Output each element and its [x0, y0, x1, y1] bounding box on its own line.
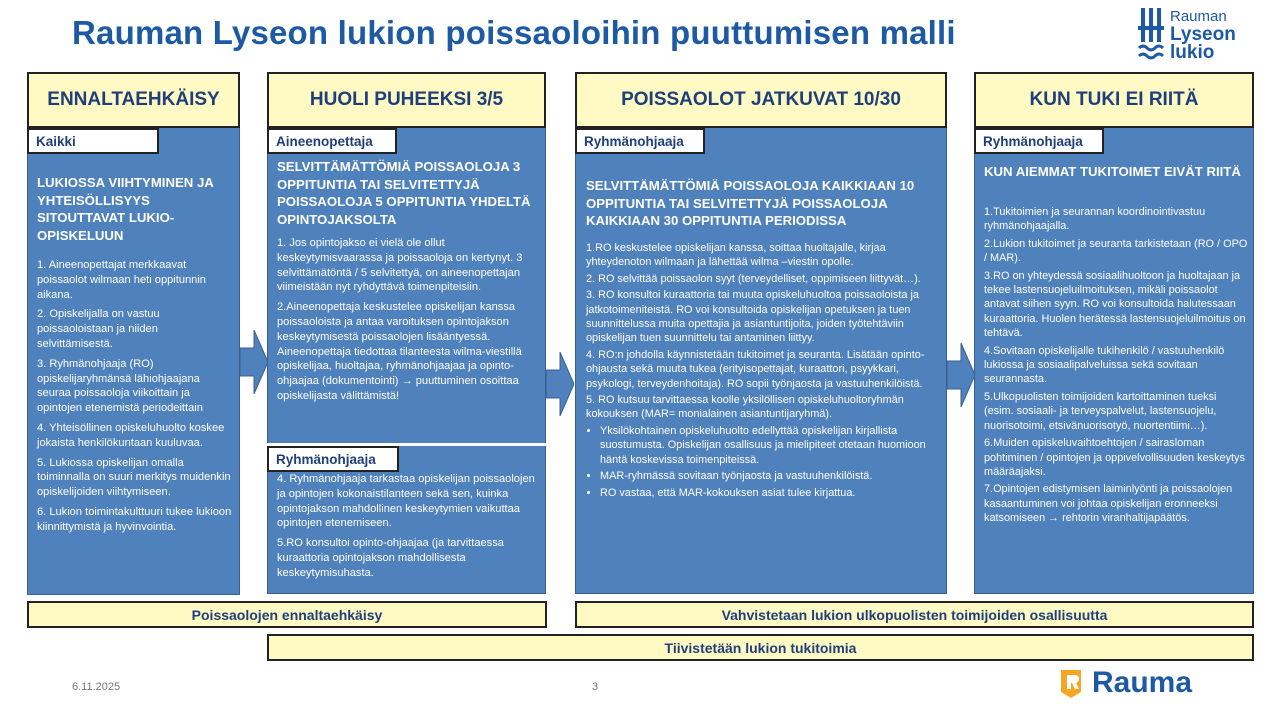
- external-actors-bar: Vahvistetaan lukion ulkopuolisten toimijoiden osallisuutta: [575, 601, 1254, 628]
- column-1-header: ENNALTAEHKÄISY: [27, 72, 240, 128]
- list-item: 1. Jos opintojakso ei vielä ole ollut keskeytymisvaarassa ja poissaoloja on kertynyt. 3 selvittämätöntä / 5 selvitettyä, on aineenopettajan viimeistään nyt ryhdyttävä toimenpiteisiin.: [277, 237, 523, 294]
- lyseo-logo: [1138, 6, 1254, 64]
- intensify-support-bar: Tiivistetään lukion tukitoimia: [267, 634, 1254, 661]
- list-item: 4. RO:n johdolla käynnistetään tukitoimet ja seuranta. Lisätään opinto-ohjausta sekä muuta tukea (erityisopettajat, kuraattori, psyykkari, psykologi, terveydenhoitaja). RO sopii työnjaosta ja vastuuhenkilöistä.: [586, 348, 925, 390]
- column-4-list: [984, 205, 1248, 531]
- column-3-header: POISSAOLOT JATKUVAT 10/30: [575, 72, 947, 128]
- logo-line-2: Lyseon: [1170, 24, 1236, 45]
- column-4-role: Ryhmänohjaaja: [974, 128, 1104, 154]
- list-item: 6.Muiden opiskeluvaihtoehtojen / sairasloman pohtiminen / opintojen ja oppivelvollisuuden keskeytys määräajaksi.: [984, 437, 1245, 478]
- list-item: 2.Lukion tukitoimet ja seuranta tarkistetaan (RO / OPO / MAR).: [984, 237, 1248, 265]
- arrow-right-icon: [947, 343, 975, 407]
- list-item: 4. Ryhmänohjaaja tarkastaa opiskelijan poissaolojen ja opintojen kokonaistilanteen sekä sen, kuinka opintojakson mahdollinen keskeytymien vaikuttaa opintojen etenemiseen.: [277, 473, 535, 530]
- column-3-bullets: [586, 424, 940, 500]
- bullet-item: • MAR-ryhmässä sovitaan työnjaosta ja vastuuhenkilöistä.: [600, 469, 940, 483]
- column-3-role: Ryhmänohjaaja: [575, 128, 705, 154]
- column-2-list: [277, 236, 541, 409]
- logo-line-3: lukio: [1170, 42, 1215, 63]
- list-item: 3. RO konsultoi kuraattoria tai muuta opiskeluhuoltoa poissaoloista ja jatkotoimeniteistä. RO voi konsultoida opiskelijan opetuksen ja tuen suunnittelussa muita opettajia ja asiantuntijoita, joiden työtehtäviin opiskelijan tuen suunnittelu tai antaminen liittyy.: [586, 289, 919, 345]
- list-item: 5. Lukiossa opiskelijan omalla toiminnalla on suuri merkitys muidenkin opiskelijoiden viihtymiseen.: [37, 456, 231, 499]
- column-2-role: Aineenopettaja: [267, 128, 397, 154]
- lyseo-logo-text: [1170, 8, 1236, 62]
- bullet-item: • RO vastaa, että MAR-kokouksen asiat tulee kirjattua.: [600, 486, 940, 500]
- logo-line-1: Rauman: [1170, 8, 1227, 25]
- lyseo-emblem-icon: [1138, 8, 1164, 62]
- column-1-role: Kaikki: [27, 128, 159, 154]
- list-item: 3. Ryhmänohjaaja (RO) opiskelijaryhmänsä lähiohjaajana seuraa poissaoloja viikoittain ja opintojen etenemistä periodeittain: [37, 357, 203, 415]
- column-3-heading: SELVITTÄMÄTTÖMIÄ POISSAOLOJA KAIKKIAAN 10 OPPITUNTIA TAI SELVITETTYJÄ POISSAOLOJA KAIKKIAAN 30 OPPITUNTIA PERIODISSA: [586, 178, 915, 228]
- list-item: 1. Aineenopettajat merkkaavat poissaolot wilmaan heti oppitunnin aikana.: [37, 259, 206, 301]
- column-4-heading: KUN AIEMMAT TUKITOIMET EIVÄT RIITÄ: [984, 164, 1241, 179]
- list-item: 6. Lukion toimintakulttuuri tukee lukioon kiinnittymistä ja hyvinvointia.: [37, 505, 232, 533]
- list-item: 2. RO selvittää poissaolon syyt (terveydelliset, oppimiseen liittyvät…).: [586, 272, 921, 285]
- column-4-header: KUN TUKI EI RIITÄ: [974, 72, 1254, 128]
- arrow-right-icon: [546, 352, 574, 416]
- column-1-list: [37, 258, 235, 540]
- list-item: 5.Ulkopuolisten toimijoiden kartoittaminen tueksi (esim. sosiaali- ja terveyspalvelut, lastensuojelu, nuorisotoimi, etsivänuorisotyö, nuortentiimi…).: [984, 390, 1217, 432]
- rauma-logo: [1058, 664, 1192, 702]
- list-item: 3.RO on yhteydessä sosiaalihuoltoon ja huoltajaan ja tekee lastensuojeluilmoituksen, mikäli poissaolot antavat siihen syyn. RO voi konsultoida halutessaan kuraattoria. Huolen herätessä lastensuojeluilmoitus on tehtävä.: [984, 269, 1246, 340]
- column-2-role-2: Ryhmänohjaaja: [267, 446, 399, 472]
- list-item: 2. Opiskelijalla on vastuu poissaoloistaan ja niiden selvittämisestä.: [37, 308, 160, 350]
- bullet-item: • Yksilökohtainen opiskeluhuolto edellyttää opiskelijan kirjallista suostumusta. Opiskelijan osallisuus ja mielipiteet otetaan huomioon häntä koskevissa toimenpiteissä.: [600, 424, 940, 467]
- page-title: Rauman Lyseon lukion poissaoloihin puuttumisen malli: [72, 14, 956, 51]
- arrow-right-icon: [240, 330, 268, 394]
- list-item: 2.Aineenopettaja keskustelee opiskelijan kanssa poissaoloista ja antaa varoituksen opintojakson keskeytymisestä poissaolojen lisääntyessä. Aineenopettaja tiedottaa tilanteesta wilma-viestillä opiskelijaa, huoltajaa, ryhmänohjaajaa ja opinto-ohjaajaa (dokumentointi) → puuttuminen osoittaa opiskelijasta välittämistä!: [277, 301, 522, 402]
- column-2-header: HUOLI PUHEEKSI 3/5: [267, 72, 546, 128]
- column-1-heading: LUKIOSSA VIIHTYMINEN JA YHTEISÖLLISYYS SITOUTTAVAT LUKIO-OPISKELUUN: [37, 175, 214, 243]
- rauma-wordmark: Rauma: [1092, 666, 1193, 699]
- column-2-heading: SELVITTÄMÄTTÖMIÄ POISSAOLOJA 3 OPPITUNTIA TAI SELVITETTYJÄ POISSAOLOJA 5 OPPITUNTIA YHDELTÄ OPINTOJAKSOLTA: [277, 159, 531, 227]
- list-item: 4. Yhteisöllinen opiskeluhuolto koskee jokaista henkilökuntaan kuuluvaa.: [37, 421, 225, 449]
- page-number: 3: [592, 681, 599, 693]
- list-item: 5.RO konsultoi opinto-ohjaajaa (ja tarvittaessa kuraattoria opintojakson mahdollisesta keskeytymisuhasta.: [277, 537, 504, 579]
- list-item: 1.Tukitoimien ja seurannan koordinointivastuu ryhmänohjaajalla.: [984, 206, 1206, 233]
- rauma-emblem-icon: [1058, 666, 1084, 700]
- prevention-bar: Poissaolojen ennaltaehkäisy: [27, 601, 547, 628]
- list-item: 7.Opintojen edistymisen laiminlyönti ja poissaolojen kasaantuminen voi johtaa opiskelijan eronneeksi katsomiseen → rehtorin viranhaltijapäätös.: [984, 483, 1233, 525]
- list-item: 5. RO kutsuu tarvittaessa koolle yksilöllisen opiskeluhuoltoryhmän kokouksen (MAR= monialainen asiantuntijaryhmä).: [586, 394, 904, 421]
- column-3-list: [586, 241, 940, 504]
- footer-date: 6.11.2025: [72, 681, 121, 693]
- column-2-list-2: [277, 472, 541, 586]
- list-item: 4.Sovitaan opiskelijalle tukihenkilö / vastuuhenkilö lukiossa ja sosiaalipalveluissa sekä sovitaan seurannasta.: [984, 344, 1225, 386]
- list-item: 1.RO keskustelee opiskelijan kanssa, soittaa huoltajalle, kirjaa yhteydenoton wilmaan ja lähettää wilma –viestin opolle.: [586, 242, 886, 269]
